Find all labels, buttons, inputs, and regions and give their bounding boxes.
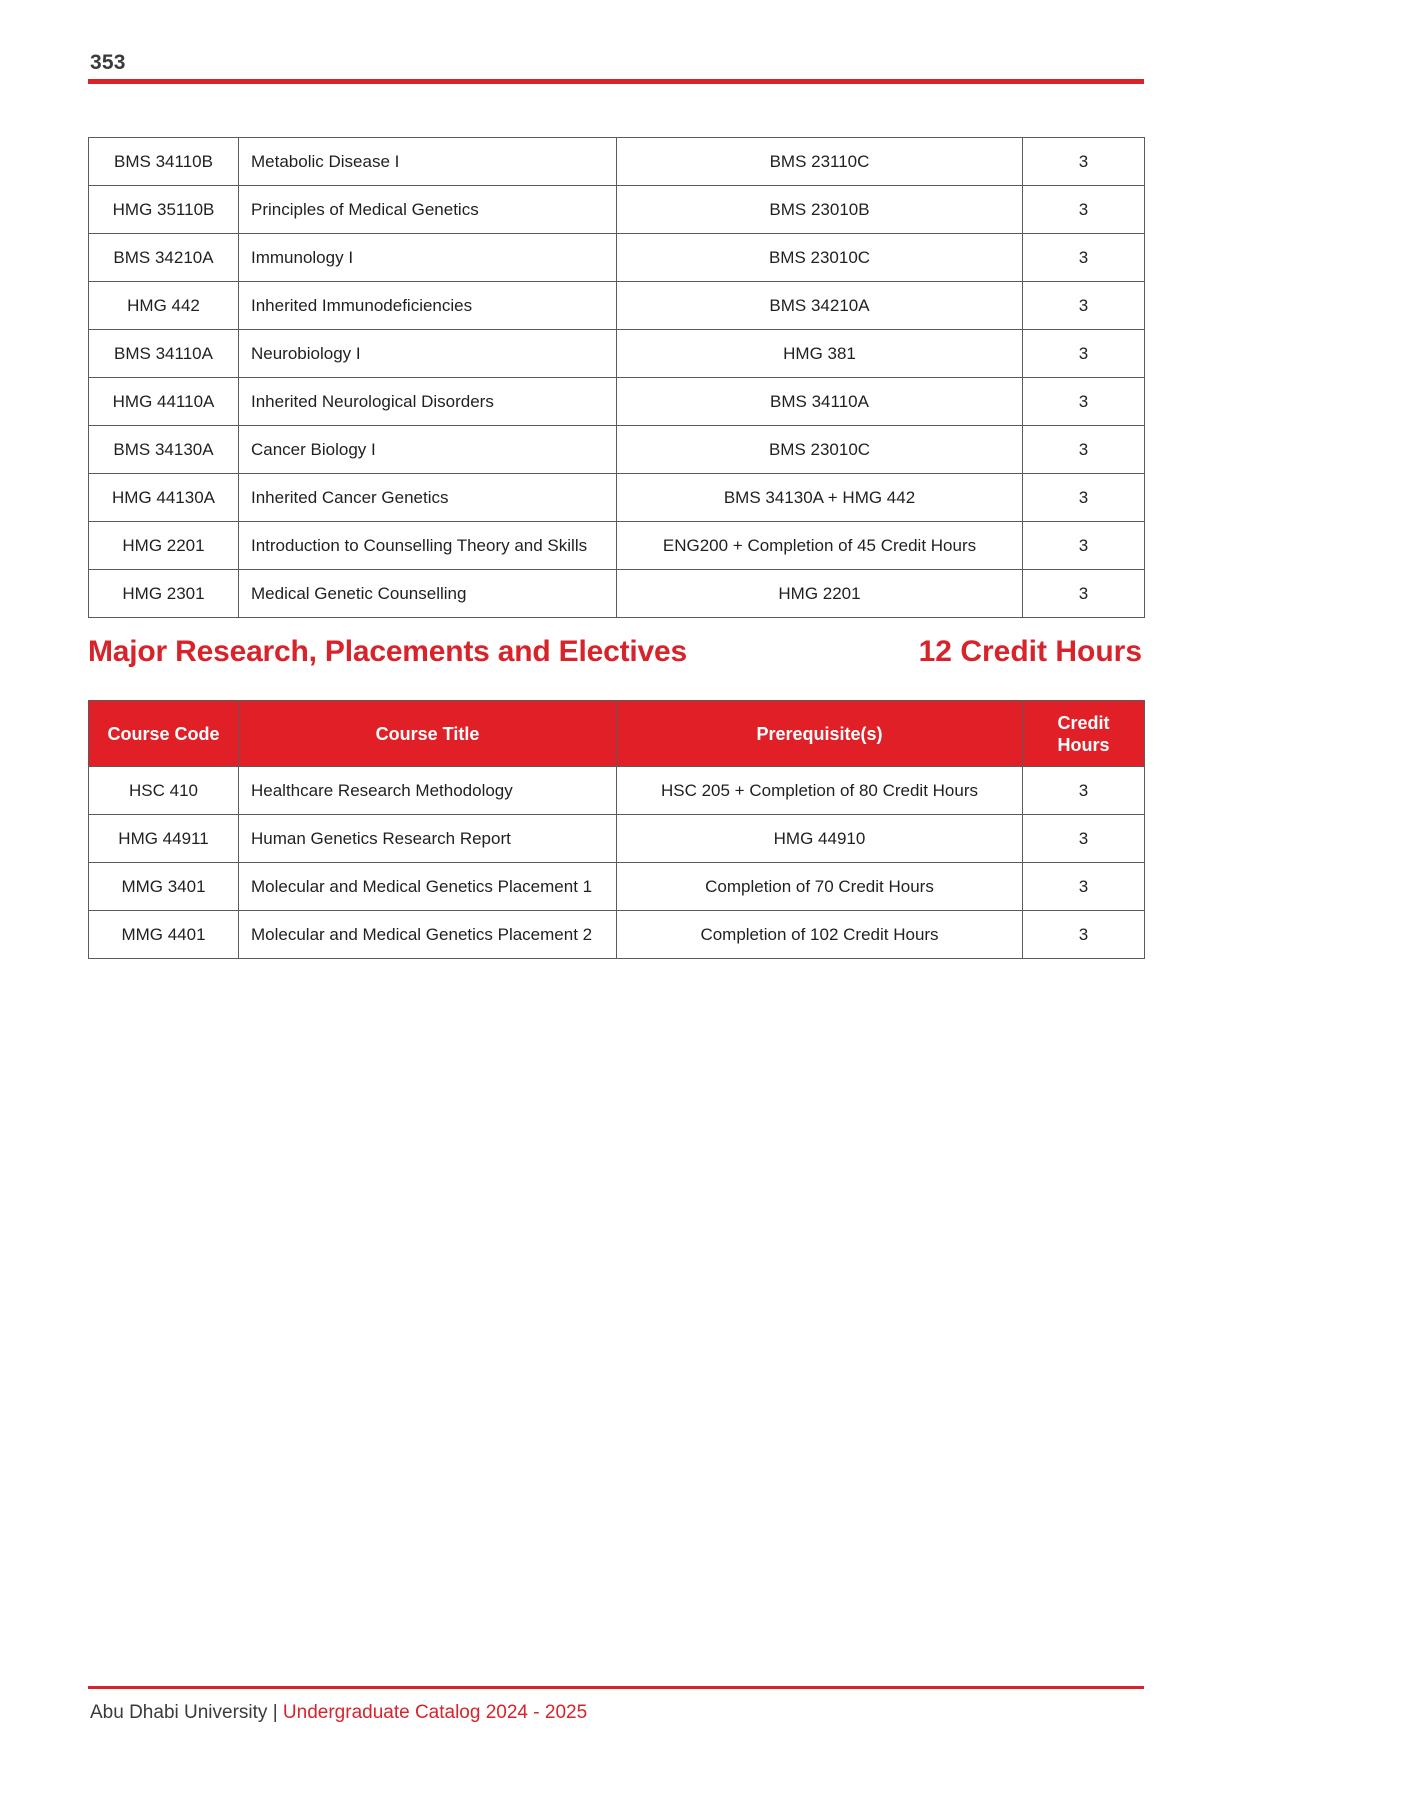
header-course-code: Course Code bbox=[89, 701, 239, 767]
credit-hours-cell: 3 bbox=[1023, 138, 1145, 186]
table-row bbox=[89, 186, 1145, 234]
footer-catalog-name: Undergraduate Catalog 2024 - 2025 bbox=[282, 1702, 588, 1723]
course-title-cell: Introduction to Counselling Theory and Skills bbox=[239, 522, 617, 570]
course-code-cell: HMG 44110A bbox=[89, 378, 239, 426]
course-table-continuation bbox=[88, 137, 1145, 618]
course-code-cell: BMS 34210A bbox=[89, 234, 239, 282]
table-row bbox=[89, 815, 1145, 863]
credit-hours-cell: 3 bbox=[1023, 282, 1145, 330]
course-title-cell: Neurobiology I bbox=[239, 330, 617, 378]
course-title-cell: Medical Genetic Counselling bbox=[239, 570, 617, 618]
prerequisite-cell: Completion of 102 Credit Hours bbox=[617, 911, 1023, 959]
credit-hours-cell: 3 bbox=[1023, 234, 1145, 282]
course-code-cell: BMS 34110A bbox=[89, 330, 239, 378]
course-code-cell: MMG 3401 bbox=[89, 863, 239, 911]
table-row bbox=[89, 330, 1145, 378]
credit-hours-cell: 3 bbox=[1023, 815, 1145, 863]
course-code-cell: HMG 44911 bbox=[89, 815, 239, 863]
page-number: 353 bbox=[90, 51, 126, 74]
course-title-cell: Inherited Cancer Genetics bbox=[239, 474, 617, 522]
prerequisite-cell: Completion of 70 Credit Hours bbox=[617, 863, 1023, 911]
prerequisite-cell: HMG 44910 bbox=[617, 815, 1023, 863]
table-row bbox=[89, 863, 1145, 911]
footer-university-name: Abu Dhabi University bbox=[90, 1702, 268, 1723]
course-title-cell: Cancer Biology I bbox=[239, 426, 617, 474]
course-code-cell: HMG 35110B bbox=[89, 186, 239, 234]
credit-hours-cell: 3 bbox=[1023, 426, 1145, 474]
course-title-cell: Inherited Immunodeficiencies bbox=[239, 282, 617, 330]
course-title-cell: Healthcare Research Methodology bbox=[239, 767, 617, 815]
prerequisite-cell: HSC 205 + Completion of 80 Credit Hours bbox=[617, 767, 1023, 815]
table-row bbox=[89, 570, 1145, 618]
header-course-title: Course Title bbox=[239, 701, 617, 767]
course-code-cell: HSC 410 bbox=[89, 767, 239, 815]
prerequisite-cell: HMG 381 bbox=[617, 330, 1023, 378]
course-title-cell: Inherited Neurological Disorders bbox=[239, 378, 617, 426]
section-heading bbox=[88, 635, 1144, 669]
course-code-cell: HMG 2201 bbox=[89, 522, 239, 570]
prerequisite-cell: BMS 23010C bbox=[617, 426, 1023, 474]
course-title-cell: Human Genetics Research Report bbox=[239, 815, 617, 863]
credit-hours-cell: 3 bbox=[1023, 570, 1145, 618]
course-code-cell: MMG 4401 bbox=[89, 911, 239, 959]
course-title-cell: Molecular and Medical Genetics Placement 2 bbox=[239, 911, 617, 959]
table-row bbox=[89, 234, 1145, 282]
credit-hours-cell: 3 bbox=[1023, 378, 1145, 426]
prerequisite-cell: BMS 34210A bbox=[617, 282, 1023, 330]
course-title-cell: Immunology I bbox=[239, 234, 617, 282]
credit-hours-cell: 3 bbox=[1023, 474, 1145, 522]
header-divider bbox=[88, 79, 1144, 84]
course-table-continuation-body bbox=[89, 138, 1145, 618]
prerequisite-cell: ENG200 + Completion of 45 Credit Hours bbox=[617, 522, 1023, 570]
table-row bbox=[89, 522, 1145, 570]
footer-text bbox=[88, 1701, 1144, 1725]
course-title-cell: Principles of Medical Genetics bbox=[239, 186, 617, 234]
section-title: Major Research, Placements and Electives bbox=[88, 635, 687, 668]
course-code-cell: HMG 2301 bbox=[89, 570, 239, 618]
course-code-cell: BMS 34130A bbox=[89, 426, 239, 474]
header-credit-hours-line1: Credit bbox=[1057, 712, 1110, 733]
table-row bbox=[89, 911, 1145, 959]
prerequisite-cell: BMS 34110A bbox=[617, 378, 1023, 426]
course-title-cell: Molecular and Medical Genetics Placement 1 bbox=[239, 863, 617, 911]
header-credit-hours bbox=[1023, 701, 1145, 767]
footer-separator: | bbox=[267, 1702, 283, 1723]
prerequisite-cell: BMS 23110C bbox=[617, 138, 1023, 186]
major-research-course-table bbox=[88, 700, 1145, 959]
credit-hours-cell: 3 bbox=[1023, 330, 1145, 378]
prerequisite-cell: HMG 2201 bbox=[617, 570, 1023, 618]
table-row bbox=[89, 474, 1145, 522]
prerequisite-cell: BMS 23010B bbox=[617, 186, 1023, 234]
course-code-cell: HMG 442 bbox=[89, 282, 239, 330]
course-code-cell: BMS 34110B bbox=[89, 138, 239, 186]
header-credit-hours-line2: Hours bbox=[1057, 734, 1110, 755]
major-research-table-body bbox=[89, 767, 1145, 959]
section-credit-hours: 12 Credit Hours bbox=[918, 635, 1142, 668]
major-research-table-header bbox=[89, 701, 1145, 767]
footer-divider bbox=[88, 1686, 1144, 1689]
course-code-cell: HMG 44130A bbox=[89, 474, 239, 522]
table-row bbox=[89, 138, 1145, 186]
credit-hours-cell: 3 bbox=[1023, 911, 1145, 959]
table-header-row bbox=[89, 701, 1145, 767]
table-row bbox=[89, 282, 1145, 330]
prerequisite-cell: BMS 34130A + HMG 442 bbox=[617, 474, 1023, 522]
table-row bbox=[89, 426, 1145, 474]
prerequisite-cell: BMS 23010C bbox=[617, 234, 1023, 282]
credit-hours-cell: 3 bbox=[1023, 186, 1145, 234]
credit-hours-cell: 3 bbox=[1023, 767, 1145, 815]
course-title-cell: Metabolic Disease I bbox=[239, 138, 617, 186]
page-footer bbox=[88, 1686, 1144, 1725]
credit-hours-cell: 3 bbox=[1023, 863, 1145, 911]
table-row bbox=[89, 767, 1145, 815]
table-row bbox=[89, 378, 1145, 426]
header-prerequisite: Prerequisite(s) bbox=[617, 701, 1023, 767]
credit-hours-cell: 3 bbox=[1023, 522, 1145, 570]
page-header bbox=[88, 50, 1144, 84]
